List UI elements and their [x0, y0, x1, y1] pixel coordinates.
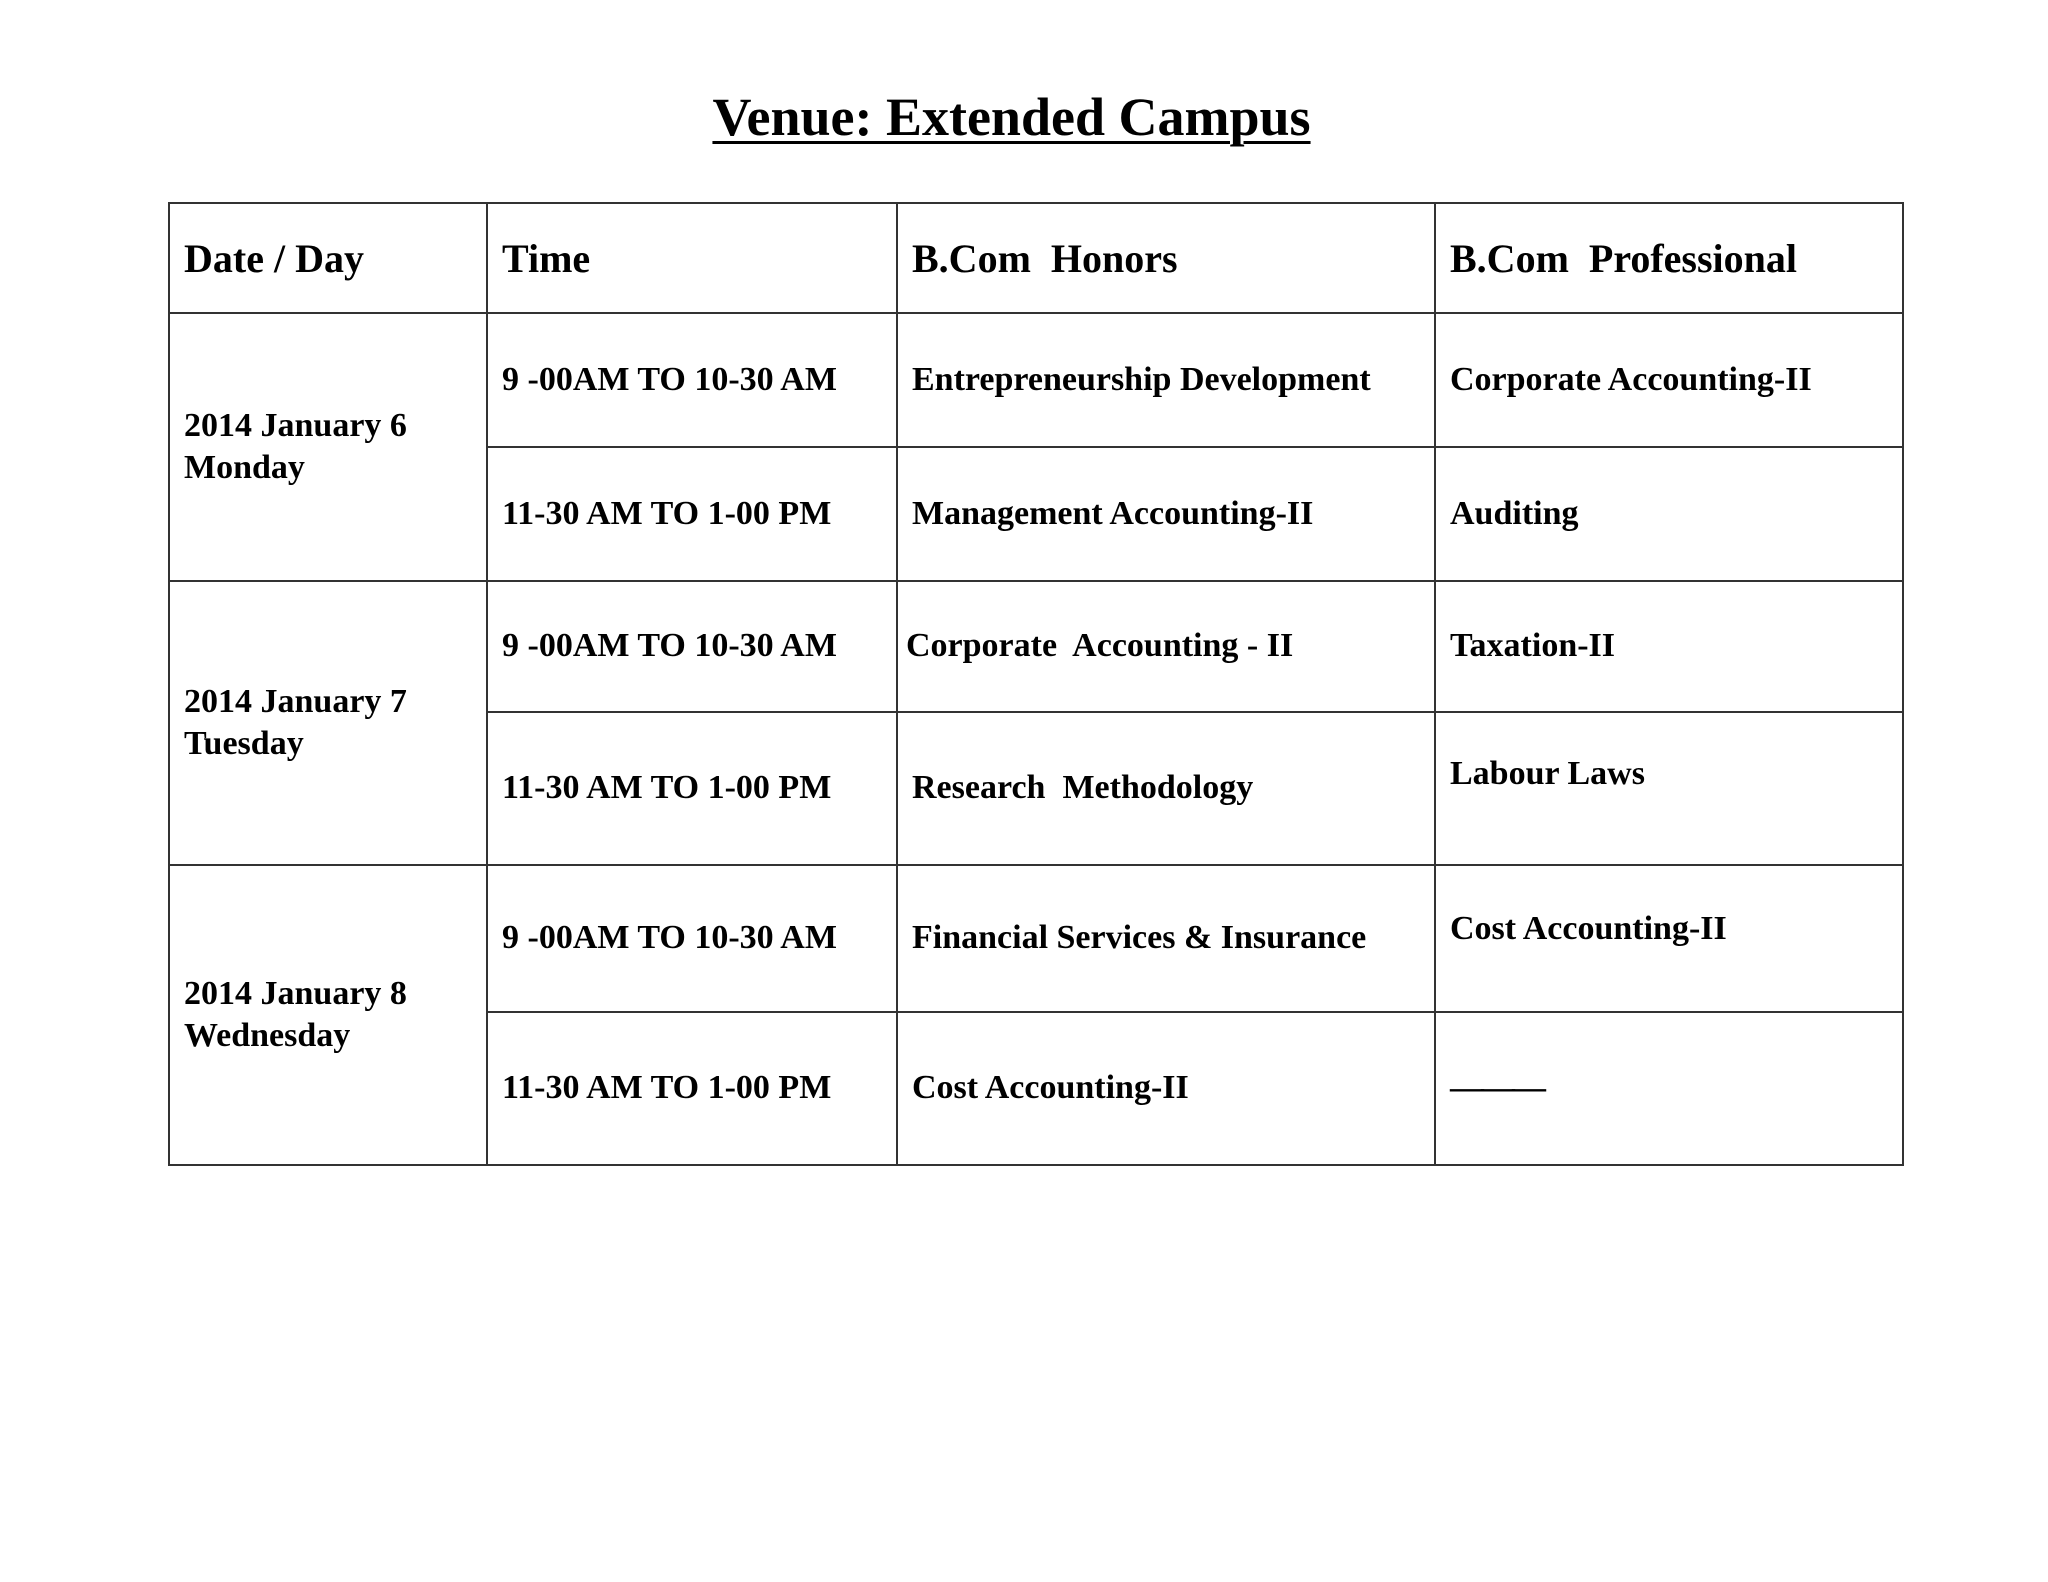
day-text: Wednesday	[184, 1017, 351, 1054]
professional-subject-cell: ———	[1435, 1012, 1903, 1165]
date-text: 2014 January 6	[184, 406, 407, 444]
date-day-cell	[169, 865, 487, 1165]
header-date-day: Date / Day	[169, 203, 487, 313]
table-row	[169, 581, 1903, 712]
header-time: Time	[487, 203, 897, 313]
honors-subject-cell: Management Accounting-II	[897, 447, 1435, 581]
page-title: Venue: Extended Campus	[712, 87, 1311, 147]
time-cell: 9 -00AM TO 10-30 AM	[487, 313, 897, 447]
honors-subject-cell: Cost Accounting-II	[897, 1012, 1435, 1165]
time-cell: 11-30 AM TO 1-00 PM	[487, 712, 897, 865]
professional-subject-cell: Cost Accounting-II	[1435, 865, 1903, 1012]
header-bcom-professional: B.Com Professional	[1435, 203, 1903, 313]
table-header-row	[169, 203, 1903, 313]
table-row	[169, 865, 1903, 1012]
time-cell: 9 -00AM TO 10-30 AM	[487, 581, 897, 712]
day-text: Monday	[184, 449, 305, 486]
date-day-cell	[169, 313, 487, 581]
honors-subject-cell: Research Methodology	[897, 712, 1435, 865]
date-day-cell	[169, 581, 487, 865]
honors-subject-cell: Corporate Accounting - II	[897, 581, 1435, 712]
professional-subject-cell: Taxation-II	[1435, 581, 1903, 712]
professional-subject-cell: Corporate Accounting-II	[1435, 313, 1903, 447]
professional-subject-cell: Labour Laws	[1435, 712, 1903, 865]
date-text: 2014 January 8	[184, 974, 407, 1012]
honors-subject-cell: Financial Services & Insurance	[897, 865, 1435, 1012]
honors-subject-cell: Entrepreneurship Development	[897, 313, 1435, 447]
professional-subject-cell: Auditing	[1435, 447, 1903, 581]
time-cell: 11-30 AM TO 1-00 PM	[487, 447, 897, 581]
date-text: 2014 January 7	[184, 682, 407, 720]
header-bcom-honors: B.Com Honors	[897, 203, 1435, 313]
exam-schedule-table	[168, 202, 1904, 1166]
table-row	[169, 313, 1903, 447]
time-cell: 9 -00AM TO 10-30 AM	[487, 865, 897, 1012]
time-cell: 11-30 AM TO 1-00 PM	[487, 1012, 897, 1165]
day-text: Tuesday	[184, 725, 304, 762]
